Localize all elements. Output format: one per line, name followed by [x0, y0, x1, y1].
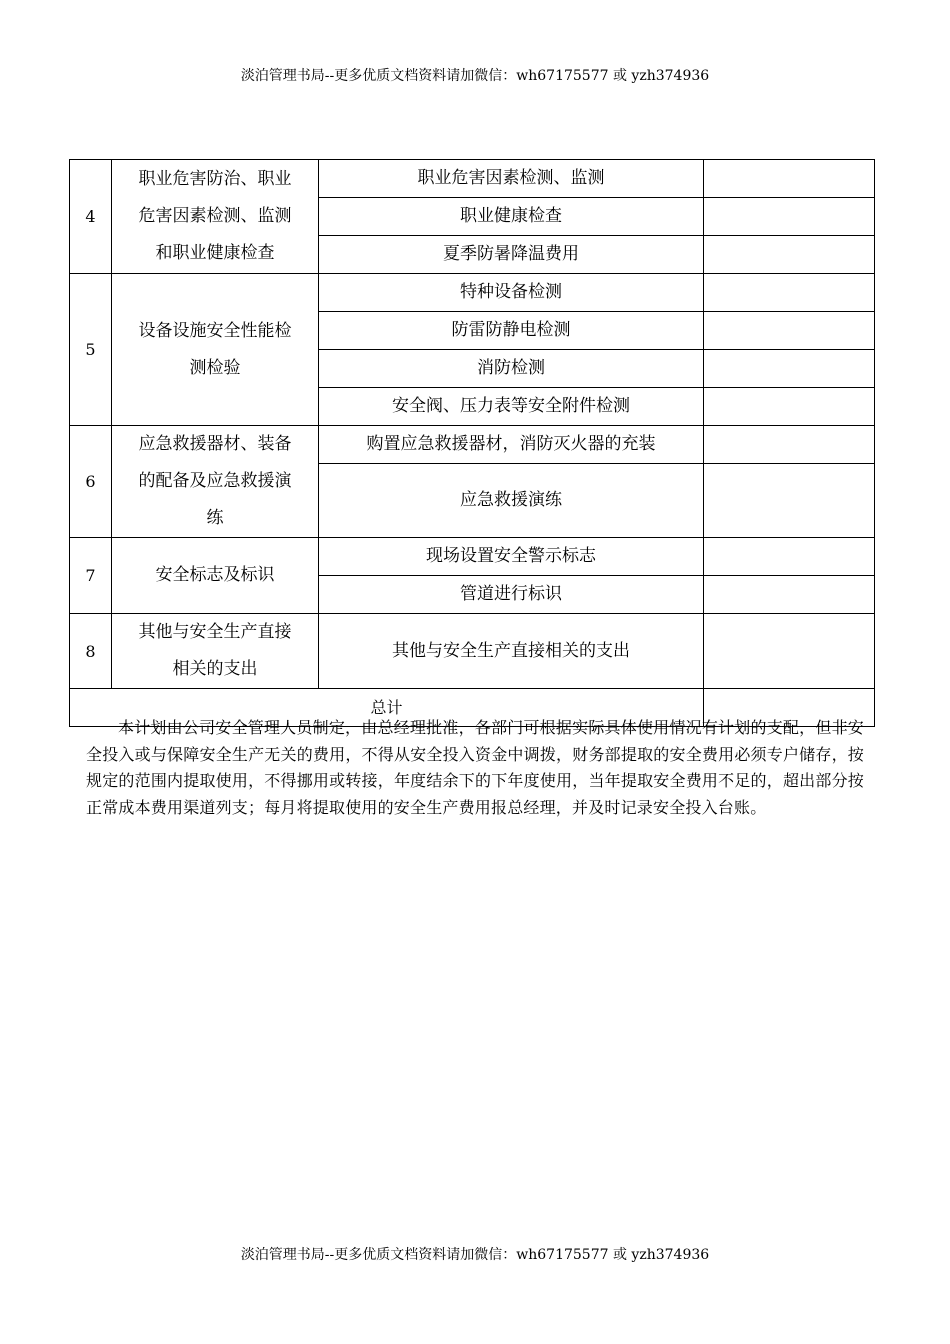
amount-cell	[704, 274, 875, 312]
amount-cell	[704, 576, 875, 614]
item-cell: 职业健康检查	[319, 198, 704, 236]
table-row	[70, 614, 875, 689]
category-line: 练	[206, 508, 224, 528]
plan-description-paragraph: 本计划由公司安全管理人员制定，由总经理批准，各部门可根据实际具体使用情况有计划的支配，但非安全投入或与保障安全生产无关的费用，不得从安全投入资金中调拨，财务部提取的安全费用必须专户储存，按规定的范围内提取使用，不得挪用或转接，年度结余下的下年度使用，当年提取安全费用不足的，超出部分按正常成本费用渠道列支；每月将提取使用的安全生产费用报总经理，并及时记录安全投入台账。	[86, 718, 864, 817]
category-line: 安全标志及标识	[155, 565, 275, 585]
item-number: 8	[70, 614, 112, 689]
category-cell	[112, 426, 319, 538]
amount-cell	[704, 426, 875, 464]
category-line: 应急救援器材、装备	[138, 434, 292, 454]
category-line: 和职业健康检查	[155, 243, 275, 263]
category-line: 测检验	[189, 357, 241, 378]
category-line: 其他与安全生产直接	[138, 622, 292, 642]
item-cell: 现场设置安全警示标志	[319, 538, 704, 576]
table-row	[70, 274, 875, 312]
category-line: 设备设施安全性能检	[138, 320, 292, 341]
table-row	[70, 538, 875, 576]
item-cell: 职业危害因素检测、监测	[319, 160, 704, 198]
page-header: 淡泊管理书局--更多优质文档资料请加微信：wh67175577 或 yzh374936	[240, 68, 710, 84]
amount-cell	[704, 312, 875, 350]
amount-cell	[704, 350, 875, 388]
item-cell: 防雷防静电检测	[319, 312, 704, 350]
category-line: 危害因素检测、监测	[138, 206, 292, 226]
amount-cell	[704, 538, 875, 576]
item-cell: 管道进行标识	[319, 576, 704, 614]
category-cell	[112, 538, 319, 614]
amount-cell	[704, 464, 875, 538]
category-line: 职业危害防治、职业	[138, 169, 292, 189]
category-cell	[112, 614, 319, 689]
item-number: 4	[70, 160, 112, 274]
page-footer: 淡泊管理书局--更多优质文档资料请加微信：wh67175577 或 yzh374936	[240, 1247, 710, 1263]
category-line: 的配备及应急救援演	[138, 471, 292, 491]
item-cell: 特种设备检测	[319, 274, 704, 312]
amount-cell	[704, 614, 875, 689]
item-number: 5	[70, 274, 112, 426]
item-number: 6	[70, 426, 112, 538]
total-label: 总计	[70, 689, 704, 727]
amount-cell	[704, 198, 875, 236]
item-cell: 购置应急救援器材，消防灭火器的充装	[319, 426, 704, 464]
item-number: 7	[70, 538, 112, 614]
safety-budget-table	[69, 159, 875, 727]
item-cell: 消防检测	[319, 350, 704, 388]
item-cell: 其他与安全生产直接相关的支出	[319, 614, 704, 689]
amount-cell	[704, 388, 875, 426]
item-cell: 夏季防暑降温费用	[319, 236, 704, 274]
category-line: 相关的支出	[172, 659, 258, 679]
category-cell	[112, 274, 319, 426]
amount-cell	[704, 236, 875, 274]
category-cell	[112, 160, 319, 274]
table-row	[70, 426, 875, 464]
amount-cell	[704, 160, 875, 198]
item-cell: 安全阀、压力表等安全附件检测	[319, 388, 704, 426]
item-cell: 应急救援演练	[319, 464, 704, 538]
table-row	[70, 160, 875, 198]
